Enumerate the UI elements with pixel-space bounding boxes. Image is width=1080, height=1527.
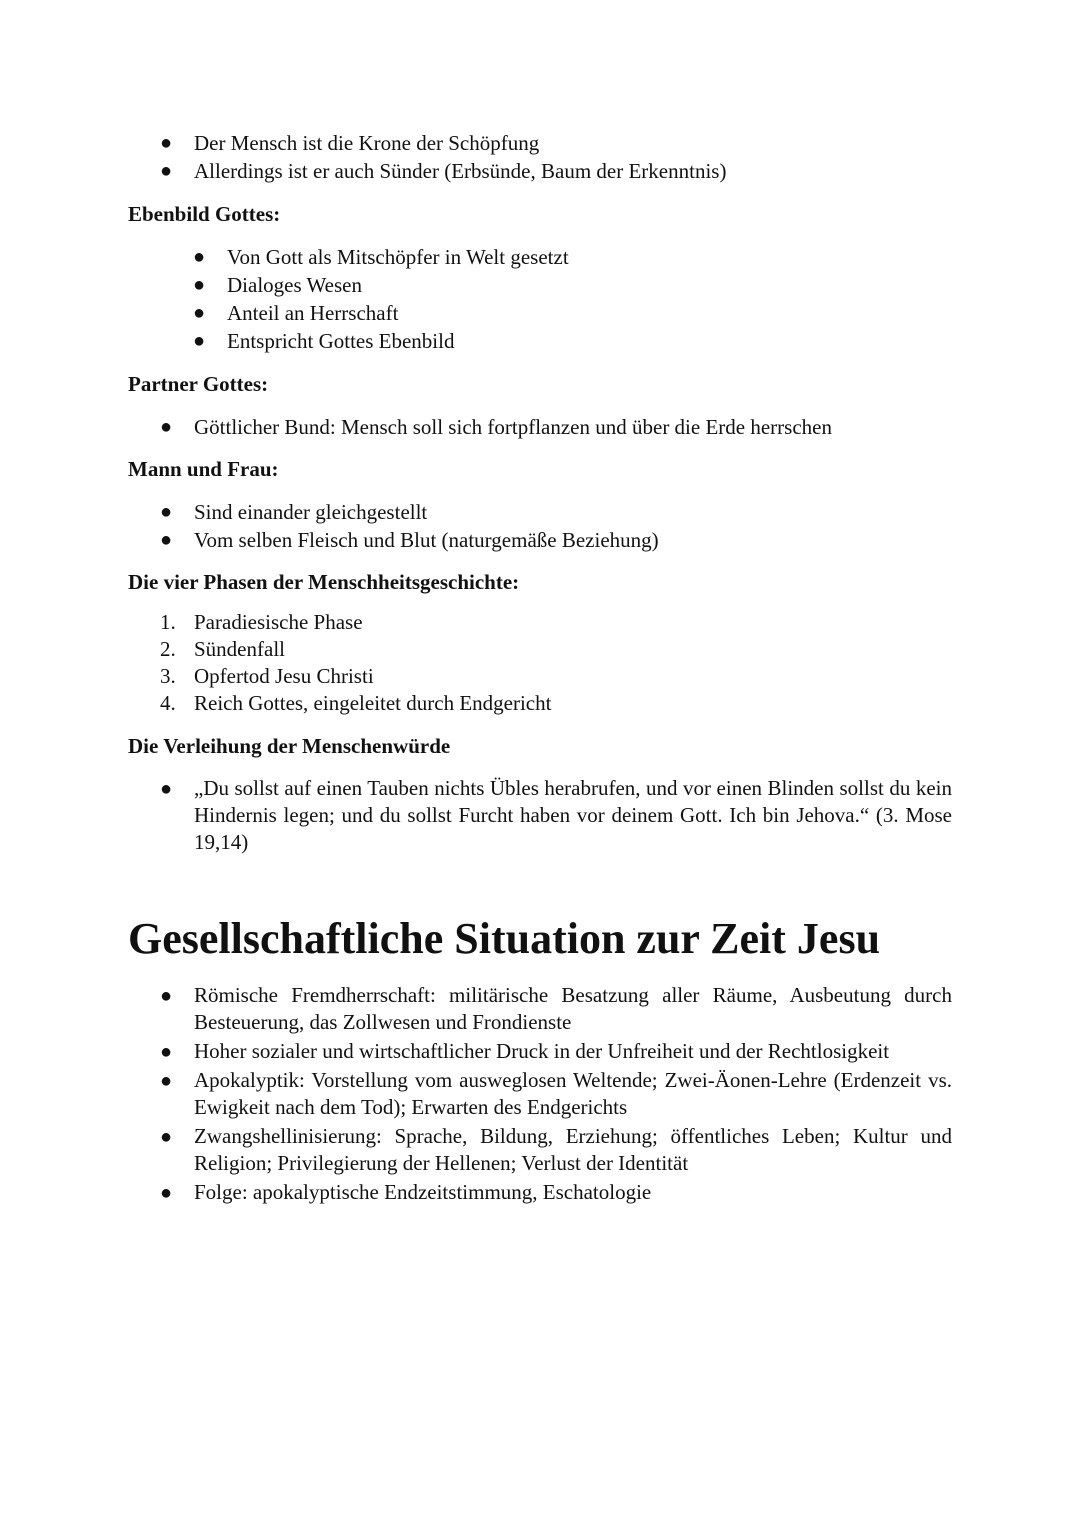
list-item (160, 1179, 952, 1206)
list-item (193, 299, 953, 327)
section-heading-mann-frau: Mann und Frau: (128, 457, 279, 481)
list-item-text: Göttlicher Bund: Mensch soll sich fortpflanzen und über die Erde herrschen (194, 415, 832, 439)
bullet-icon: ● (160, 529, 173, 551)
section-heading-menschenwuerde: Die Verleihung der Menschenwürde (128, 734, 451, 758)
list-number: 1. (160, 610, 176, 634)
list-item-text: Hoher sozialer und wirtschaftlicher Druck in der Unfreiheit und der Rechtlosigkeit (194, 1039, 890, 1063)
bullet-icon: ● (160, 1041, 173, 1063)
list-item-text: Der Mensch ist die Krone der Schöpfung (194, 131, 540, 155)
list-item (160, 498, 960, 526)
list-item (160, 775, 952, 856)
bullet-icon: ● (160, 416, 173, 438)
bullet-icon: ● (160, 778, 173, 800)
ebenbild-bullet-list (193, 243, 953, 355)
list-item-text: Dialoges Wesen (227, 273, 362, 297)
bullet-icon: ● (193, 274, 206, 296)
list-item (193, 243, 953, 271)
section-heading-phasen: Die vier Phasen der Menschheitsgeschichte: (128, 570, 520, 594)
list-item (160, 1123, 952, 1177)
menschenwuerde-bullet-list (160, 775, 952, 856)
list-number: 2. (160, 637, 176, 661)
partner-bullet-list (160, 413, 960, 441)
list-item (160, 663, 960, 690)
list-item-text: Vom selben Fleisch und Blut (naturgemäße Beziehung) (194, 528, 659, 552)
list-item-text: Entspricht Gottes Ebenbild (227, 329, 455, 353)
list-item-text: Allerdings ist er auch Sünder (Erbsünde, Baum der Erkenntnis) (194, 159, 727, 183)
bullet-icon: ● (160, 1126, 173, 1148)
list-number: 4. (160, 691, 176, 715)
list-item (160, 609, 960, 636)
list-item-text: Von Gott als Mitschöpfer in Welt gesetzt (227, 245, 569, 269)
bullet-icon: ● (160, 985, 173, 1007)
page-title: Gesellschaftliche Situation zur Zeit Jesu (128, 914, 881, 963)
list-item (193, 327, 953, 355)
list-item (160, 526, 960, 554)
list-item-text: Sind einander gleichgestellt (194, 500, 428, 524)
section-heading-ebenbild: Ebenbild Gottes: (128, 202, 281, 226)
section-heading-partner: Partner Gottes: (128, 372, 269, 396)
bullet-icon: ● (160, 501, 173, 523)
list-item (160, 1038, 952, 1065)
list-item-text: Apokalyptik: Vorstellung vom ausweglosen Weltende; Zwei-Äonen-Lehre (Erdenzeit vs. Ewigkeit nach dem Tod); Erwarten des Endgerichts (194, 1068, 952, 1119)
list-item-text: Zwangshellinisierung: Sprache, Bildung, Erziehung; öffentliches Leben; Kultur und Religion; Privilegierung der Hellenen; Verlust der Identität (194, 1124, 952, 1175)
list-item-text: Opfertod Jesu Christi (194, 664, 374, 688)
bullet-icon: ● (160, 132, 173, 154)
list-item-text: Reich Gottes, eingeleitet durch Endgericht (194, 691, 552, 715)
list-item-text: Paradiesische Phase (194, 610, 363, 634)
list-item-text: Folge: apokalyptische Endzeitstimmung, Eschatologie (194, 1180, 652, 1204)
list-item (160, 157, 960, 185)
list-item (160, 690, 960, 717)
bullet-icon: ● (193, 330, 206, 352)
list-item (160, 1067, 952, 1121)
bullet-icon: ● (160, 1182, 173, 1204)
intro-bullet-list (160, 129, 960, 185)
list-item-text: Römische Fremdherrschaft: militärische Besatzung aller Räume, Ausbeutung durch Besteuerung, das Zollwesen und Frondienste (194, 983, 952, 1034)
list-item (160, 413, 960, 441)
list-item-text: Sündenfall (194, 637, 285, 661)
list-item (193, 271, 953, 299)
gesellschaft-bullet-list (160, 982, 952, 1206)
list-item-text: Anteil an Herrschaft (227, 301, 399, 325)
quote-text: „Du sollst auf einen Tauben nichts Übles herabrufen, und vor einen Blinden sollst du kein Hindernis legen; und du sollst Furcht haben vor deinem Gott. Ich bin Jehova.“ (3. Mose 19,14) (194, 776, 952, 854)
bullet-icon: ● (193, 246, 206, 268)
list-item (160, 636, 960, 663)
bullet-icon: ● (160, 1070, 173, 1092)
bullet-icon: ● (160, 160, 173, 182)
bullet-icon: ● (193, 302, 206, 324)
list-number: 3. (160, 664, 176, 688)
mann-frau-bullet-list (160, 498, 960, 554)
list-item (160, 129, 960, 157)
list-item (160, 982, 952, 1036)
phasen-numbered-list (160, 609, 960, 717)
